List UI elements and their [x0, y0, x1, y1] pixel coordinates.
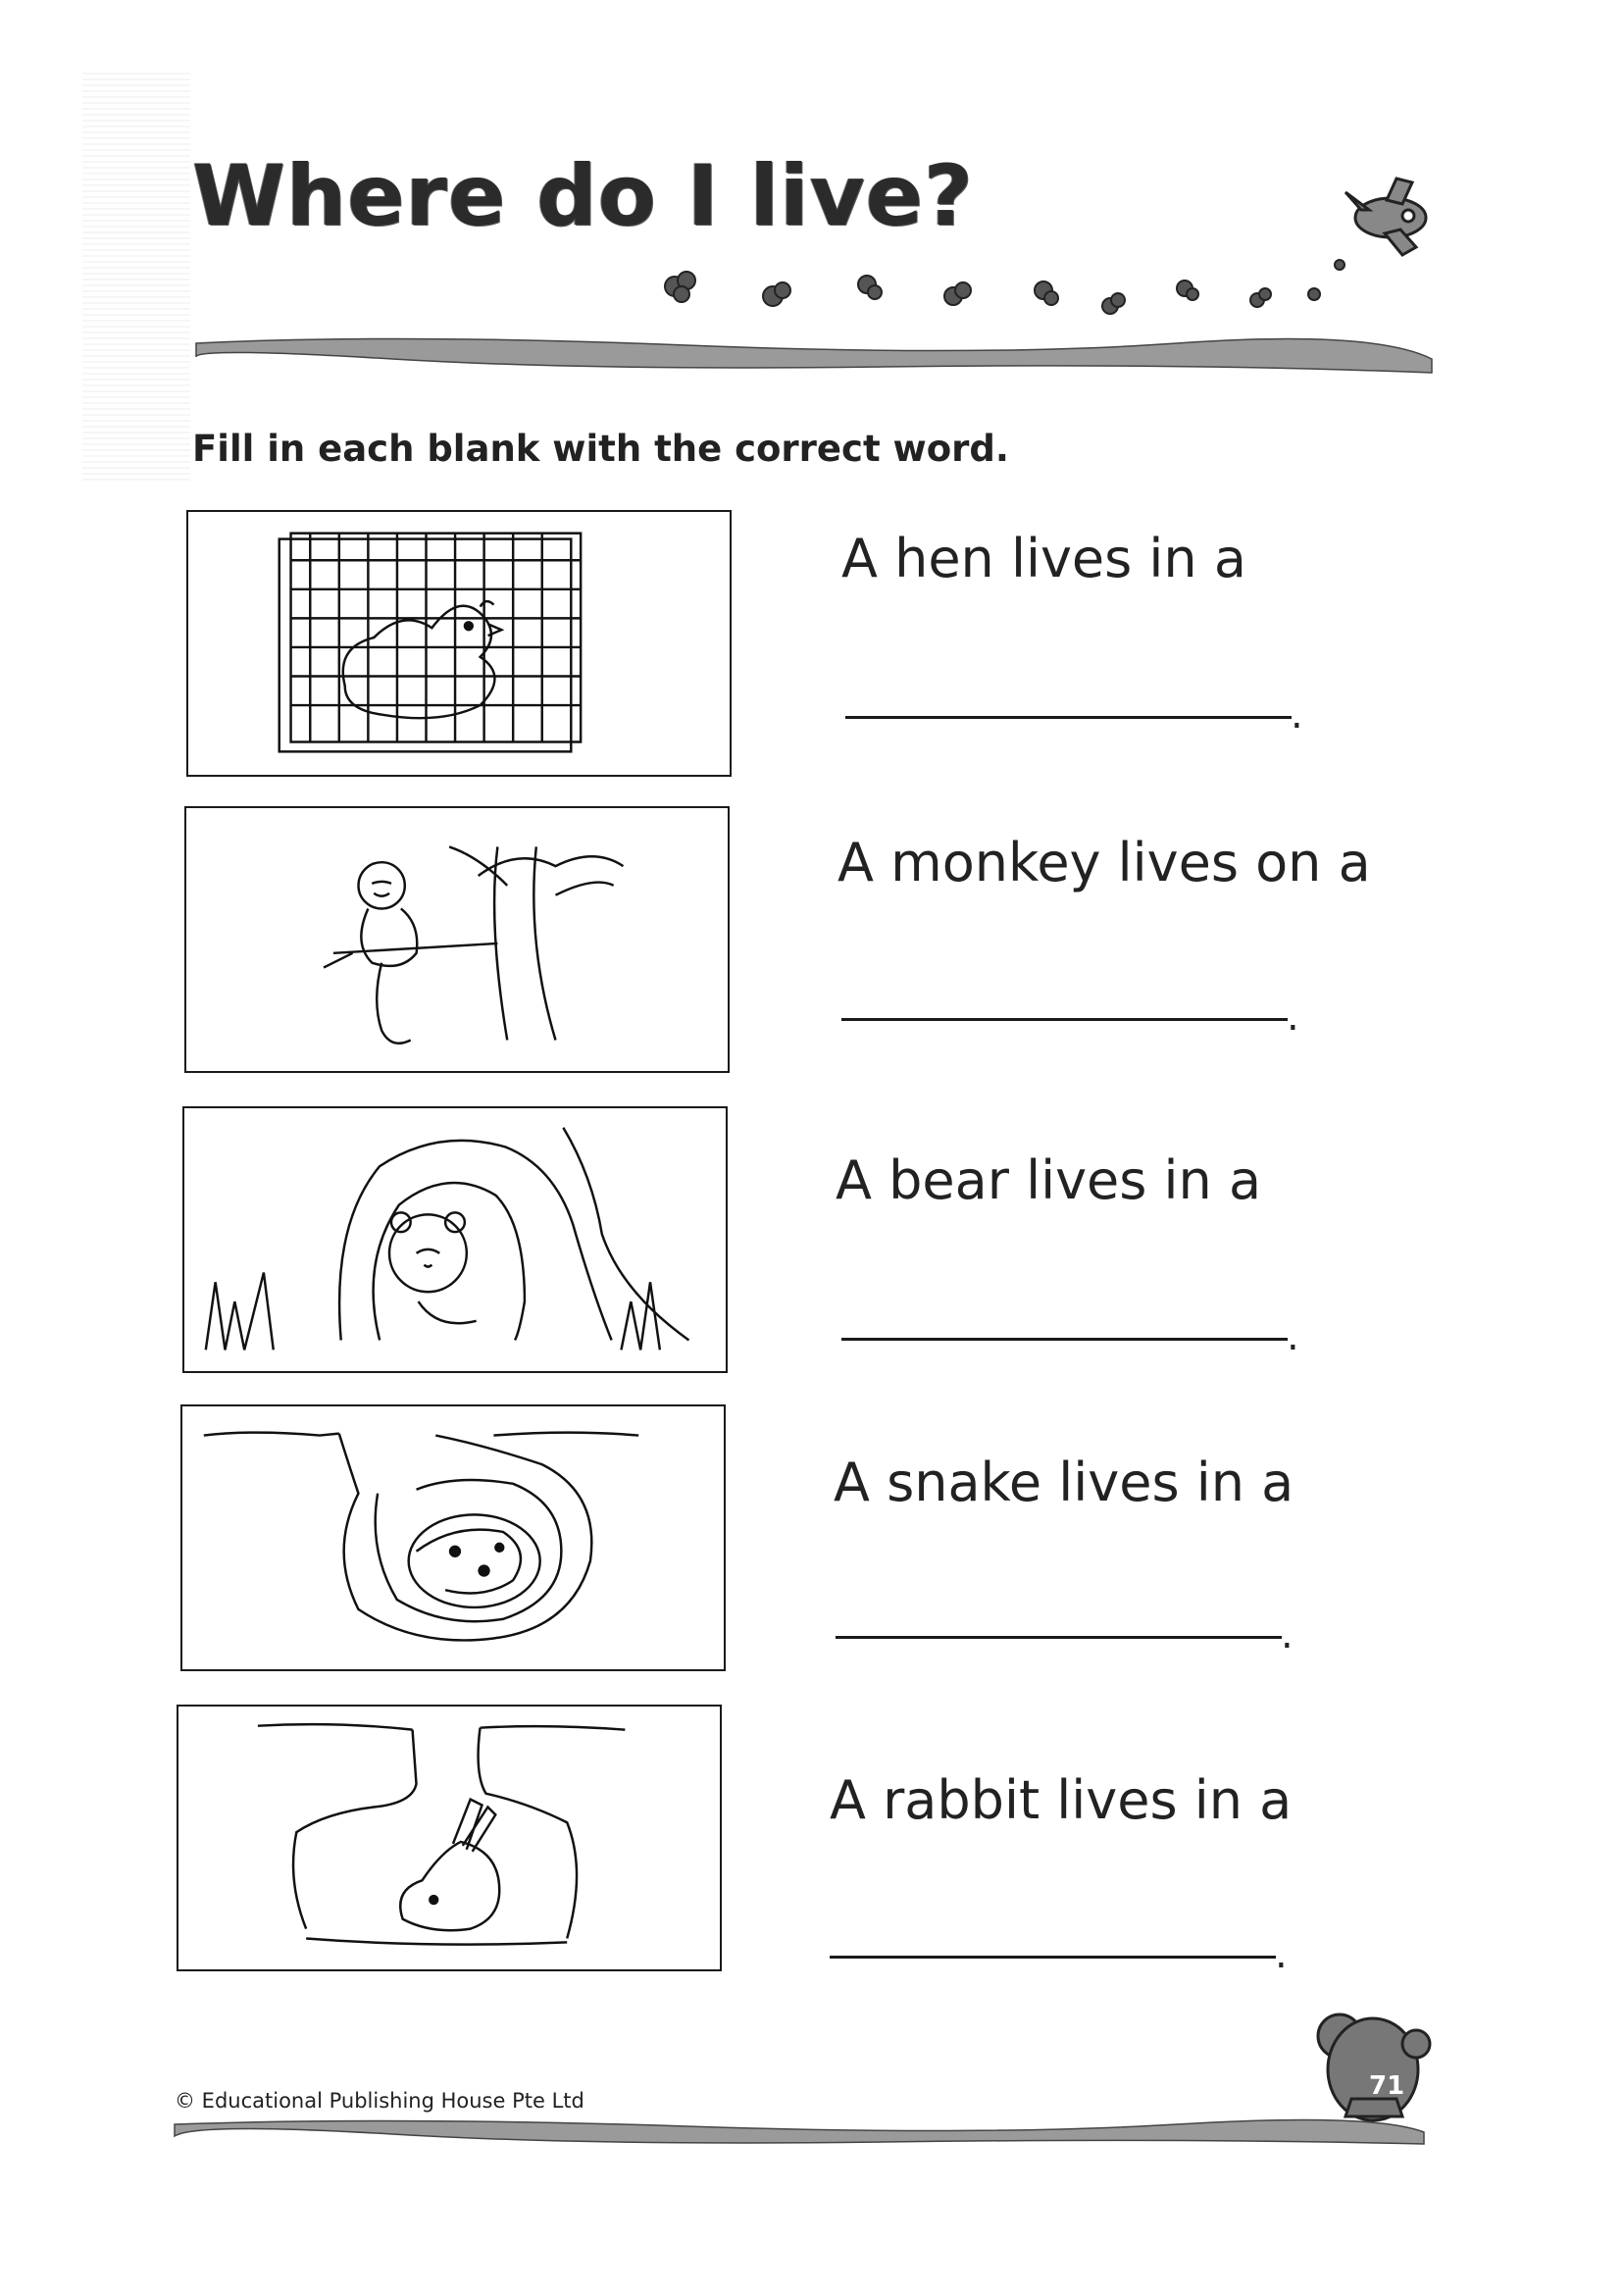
copyright-footer: © Educational Publishing House Pte Ltd: [175, 2089, 584, 2113]
picture-snake-in-hole: [180, 1404, 726, 1671]
sentence-4: A snake lives in a: [834, 1452, 1294, 1513]
smoke-puff-trail: [665, 260, 1345, 314]
answer-blank-3[interactable]: [841, 1338, 1288, 1341]
picture-rabbit-in-burrow: [177, 1705, 722, 1971]
grass-divider-top: [196, 338, 1432, 373]
snake-hole-illustration: [182, 1406, 724, 1669]
sentence-2: A monkey lives on a: [837, 832, 1371, 893]
sentence-2-period: .: [1287, 994, 1299, 1040]
bear-cave-illustration: [184, 1108, 726, 1371]
hen-cage-illustration: [188, 512, 730, 775]
answer-blank-1[interactable]: [845, 716, 1292, 719]
sentence-5-period: .: [1275, 1932, 1288, 1977]
page-title: Where do I live?: [192, 147, 974, 245]
picture-monkey-on-tree: [184, 806, 730, 1073]
sentence-4-period: .: [1281, 1612, 1294, 1657]
airplane-icon: [1345, 178, 1426, 255]
picture-hen-in-cage: [186, 510, 732, 777]
answer-blank-2[interactable]: [841, 1018, 1288, 1021]
instruction-text: Fill in each blank with the correct word.: [192, 428, 1009, 470]
sentence-1: A hen lives in a: [841, 528, 1246, 589]
picture-bear-in-cave: [182, 1106, 728, 1373]
answer-blank-5[interactable]: [830, 1956, 1276, 1959]
sentence-3: A bear lives in a: [836, 1149, 1262, 1211]
page-number: 71: [1369, 2071, 1405, 2101]
answer-blank-4[interactable]: [836, 1636, 1282, 1639]
sentence-3-period: .: [1287, 1314, 1299, 1359]
sentence-5: A rabbit lives in a: [830, 1769, 1293, 1831]
sentence-1-period: .: [1291, 692, 1303, 738]
grass-divider-bottom: [175, 2120, 1424, 2145]
monkey-tree-illustration: [186, 808, 728, 1071]
rabbit-burrow-illustration: [178, 1707, 720, 1969]
mascot-icon: [1318, 2014, 1430, 2120]
